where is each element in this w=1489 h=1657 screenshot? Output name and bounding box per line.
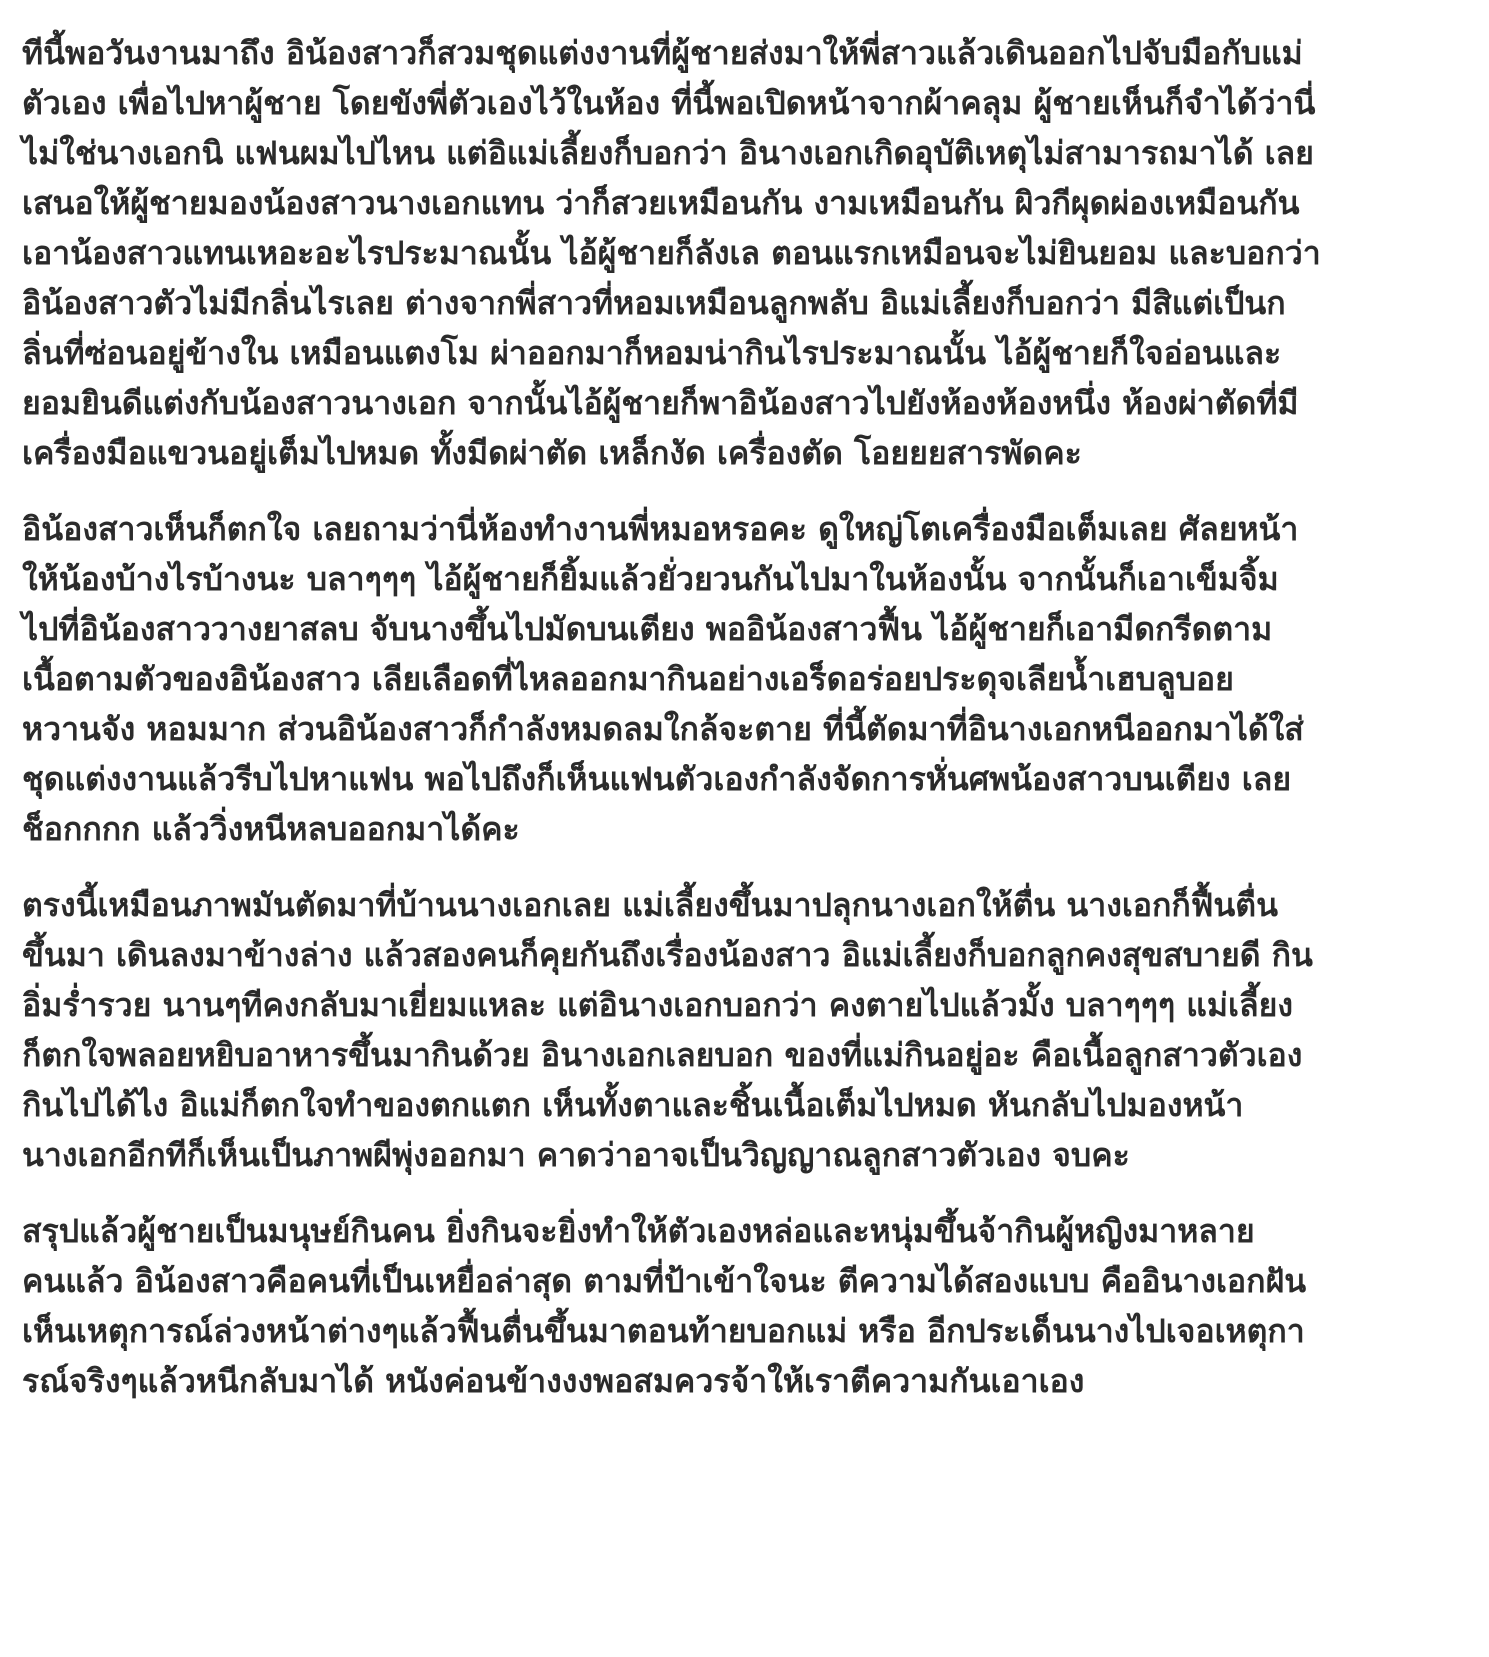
text-line: นางเอกอีกทีก็เห็นเป็นภาพผีพุ่งออกมา คาดว่าอาจเป็นวิญญาณลูกสาวตัวเอง จบคะ <box>22 1136 1130 1174</box>
text-line: ลิ่นที่ซ่อนอยู่ข้างใน เหมือนแตงโม ผ่าออกมาก็หอมน่ากินไรประมาณนั้น ไอ้ผู้ชายก็ใจอ่อนและ <box>22 334 1282 372</box>
text-line: ชุดแต่งงานแล้วรีบไปหาแฟน พอไปถึงก็เห็นแฟนตัวเองกำลังจัดการหั่นศพน้องสาวบนเตียง เลย <box>22 760 1292 798</box>
text-line: ตรงนี้เหมือนภาพมันตัดมาที่บ้านนางเอกเลย แม่เลี้ยงขึ้นมาปลุกนางเอกให้ตื่น นางเอกก็ฟื้นตื่น <box>22 886 1278 924</box>
text-line: กินไปได้ไง อิแม่ก็ตกใจทำของตกแตก เห็นทั้งตาและชิ้นเนื้อเต็มไปหมด หันกลับไปมองหน้า <box>22 1086 1244 1124</box>
text-line: อิน้องสาวตัวไม่มีกลิ่นไรเลย ต่างจากพี่สาวที่หอมเหมือนลูกพลับ อิแม่เลี้ยงก็บอกว่า มีสิแต่เป็นก <box>22 284 1286 322</box>
text-line: ขึ้นมา เดินลงมาข้างล่าง แล้วสองคนก็คุยกันถึงเรื่องน้องสาว อิแม่เลี้ยงก็บอกลูกคงสุขสบายดี กิน <box>22 936 1313 974</box>
text-line: ยอมยินดีแต่งกับน้องสาวนางเอก จากนั้นไอ้ผู้ชายก็พาอิน้องสาวไปยังห้องห้องหนึ่ง ห้องผ่าตัดที่มี <box>22 384 1299 422</box>
paragraph-1 <box>22 28 1469 478</box>
text-line: สรุปแล้วผู้ชายเป็นมนุษย์กินคน ยิ่งกินจะยิ่งทำให้ตัวเองหล่อและหนุ่มขึ้นจ้ากินผู้หญิงมาหลาย <box>22 1212 1255 1250</box>
text-line: ช็อกกกก แล้ววิ่งหนีหลบออกมาได้คะ <box>22 810 520 848</box>
text-line: อิ่มร่ำรวย นานๆทีคงกลับมาเยี่ยมแหละ แต่อินางเอกบอกว่า คงตายไปแล้วมั้ง บลาๆๆๆ แม่เลี้ยง <box>22 986 1293 1024</box>
paragraph-3 <box>22 880 1469 1180</box>
text-line: ทีนี้พอวันงานมาถึง อิน้องสาวก็สวมชุดแต่งงานที่ผู้ชายส่งมาให้พี่สาวแล้วเดินออกไปจับมือกับแม่ <box>22 34 1303 72</box>
text-line: เสนอให้ผู้ชายมองน้องสาวนางเอกแทน ว่าก็สวยเหมือนกัน งามเหมือนกัน ผิวกีผุดผ่องเหมือนกัน <box>22 184 1300 222</box>
text-line: เห็นเหตุการณ์ล่วงหน้าต่างๆแล้วฟื้นตื่นขึ้นมาตอนท้ายบอกแม่ หรือ อีกประเด็นนางไปเจอเหตุกา <box>22 1312 1305 1350</box>
text-line: คนแล้ว อิน้องสาวคือคนที่เป็นเหยื่อล่าสุด ตามที่ป้าเข้าใจนะ ตีความได้สองแบบ คืออินางเอกฝัน <box>22 1262 1307 1300</box>
paragraph-4 <box>22 1206 1469 1406</box>
text-line: เครื่องมือแขวนอยู่เต็มไปหมด ทั้งมีดผ่าตัด เหล็กงัด เครื่องตัด โอยยยสารพัดคะ <box>22 434 1082 472</box>
text-line: เนื้อตามตัวของอิน้องสาว เลียเลือดที่ไหลออกมากินอย่างเอร็ดอร่อยประดุจเลียน้ำเฮบลูบอย <box>22 660 1234 698</box>
text-line: ตัวเอง เพื่อไปหาผู้ชาย โดยขังพี่ตัวเองไว้ในห้อง ที่นี้พอเปิดหน้าจากผ้าคลุม ผู้ชายเห็นก็จำได้ว่านี่ <box>22 84 1316 122</box>
text-line: ให้น้องบ้างไรบ้างนะ บลาๆๆๆ ไอ้ผู้ชายก็ยิ้มแล้วยั่วยวนกันไปมาในห้องนั้น จากนั้นก็เอาเข็มจิ้ม <box>22 560 1279 598</box>
text-line: ไม่ใช่นางเอกนิ แฟนผมไปไหน แต่อิแม่เลี้ยงก็บอกว่า อินางเอกเกิดอุบัติเหตุไม่สามารถมาได้ เลย <box>22 134 1314 172</box>
text-line: อิน้องสาวเห็นก็ตกใจ เลยถามว่านี่ห้องทำงานพี่หมอหรอคะ ดูใหญ่โตเครื่องมือเต็มเลย ศัลยหน้า <box>22 510 1299 548</box>
text-line: รณ์จริงๆแล้วหนีกลับมาได้ หนังค่อนข้างงงพอสมควรจ้าให้เราตีความกันเอาเอง <box>22 1362 1085 1400</box>
paragraph-2 <box>22 504 1469 854</box>
text-line: ไปที่อิน้องสาววางยาสลบ จับนางขึ้นไปมัดบนเตียง พออิน้องสาวฟื้น ไอ้ผู้ชายก็เอามีดกรีดตาม <box>22 610 1273 648</box>
text-line: เอาน้องสาวแทนเหอะอะไรประมาณนั้น ไอ้ผู้ชายก็ลังเล ตอนแรกเหมือนจะไม่ยินยอม และบอกว่า <box>22 234 1321 272</box>
text-line: ก็ตกใจพลอยหยิบอาหารขึ้นมากินด้วย อินางเอกเลยบอก ของที่แม่กินอยู่อะ คือเนื้อลูกสาวตัวเอง <box>22 1036 1303 1074</box>
text-line: หวานจัง หอมมาก ส่วนอิน้องสาวก็กำลังหมดลมใกล้จะตาย ที่นี้ตัดมาที่อินางเอกหนีออกมาได้ใส่ <box>22 710 1304 748</box>
